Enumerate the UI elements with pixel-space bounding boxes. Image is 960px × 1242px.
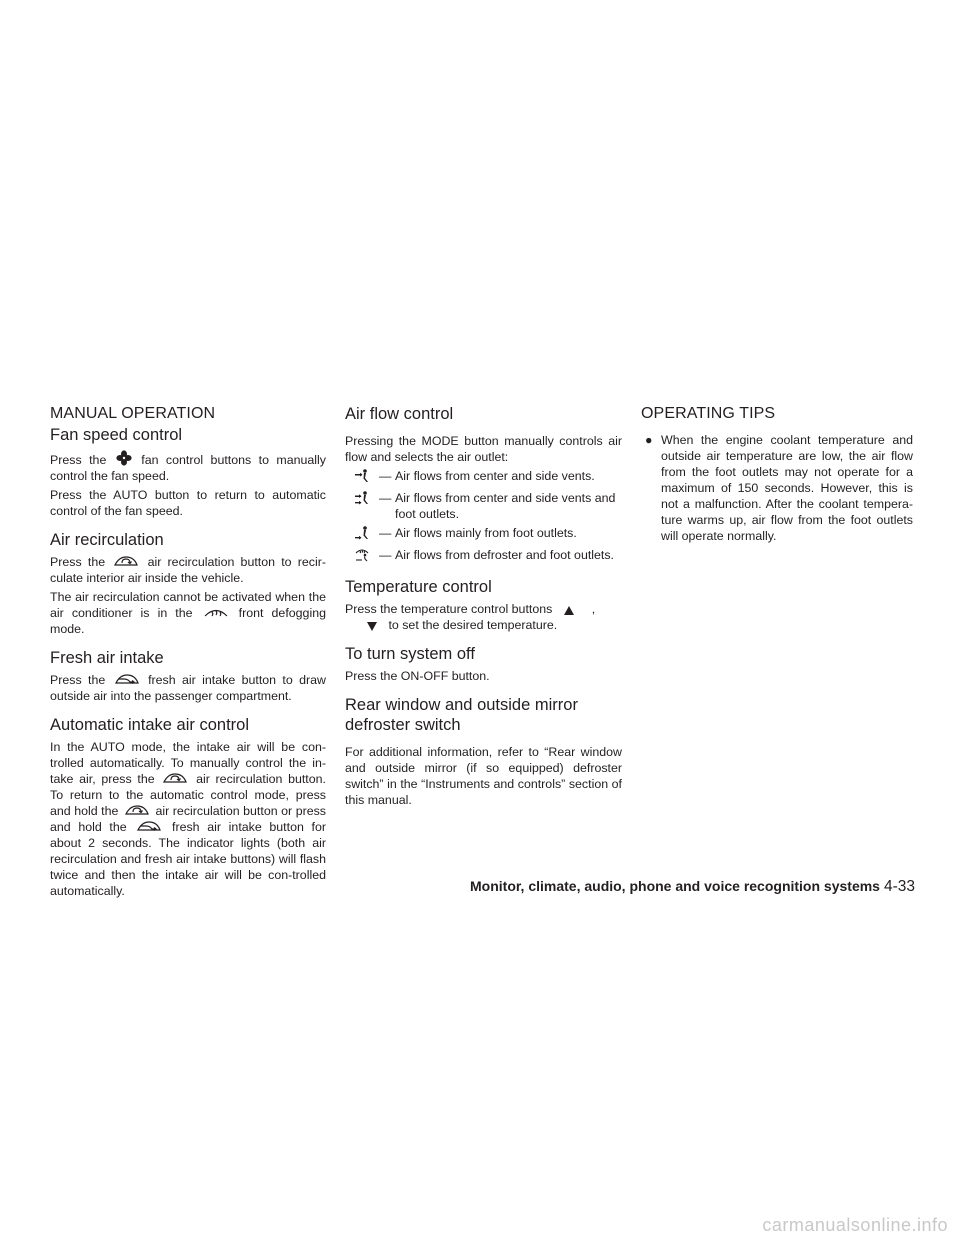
bullet-marker: ● — [645, 433, 653, 447]
section-fan-speed — [50, 425, 326, 519]
column-middle — [345, 404, 622, 808]
front-defrost-icon — [203, 605, 229, 619]
automatic-intake-paragraph: In the AUTO mode, the intake air will be con-trolled automatically. To manually control the in-take air, press the air recirculation button. To return to the automatic control mode, press and hold the air recirculation button or press and hold the fresh air intake button for about 2 seconds. The indicator lights (both air recirculation and fresh air intake buttons) will flash twice and then the intake air will be con-trolled automatically. — [50, 740, 326, 898]
section-air-recirculation — [50, 530, 326, 637]
fan-speed-title: Fan speed control — [50, 426, 183, 444]
fresh-air-icon — [114, 672, 140, 686]
recirculation-icon — [113, 554, 139, 568]
recirculation-icon — [124, 803, 150, 817]
defrost-foot-mode-icon — [345, 547, 379, 566]
air-flow-title: Air flow control — [345, 405, 454, 423]
fresh-air-paragraph: Press the fresh air intake button to draw outside air into the passenger compartment. — [50, 673, 326, 703]
turn-off-paragraph: Press the ON-OFF button. — [345, 669, 490, 683]
recirculation-icon — [162, 771, 188, 785]
rear-defroster-paragraph: For additional information, refer to “Rear window and outside mirror (if so equipped) defroster switch” in the “Instruments and controls” section of this manual. — [345, 745, 622, 807]
rear-defroster-title: Rear window and outside mirror defroster switch — [345, 696, 578, 734]
section-temperature — [345, 577, 622, 633]
temperature-paragraph: Press the temperature control buttons , to set the desired temperature. — [345, 602, 596, 632]
triangle-down-icon — [367, 622, 377, 631]
fan-icon — [116, 450, 132, 466]
air-flow-intro: Pressing the MODE button manually controls air flow and selects the air outlet: — [345, 434, 622, 464]
page-number: 4-33 — [883, 878, 915, 895]
section-heading-manual-operation: MANUAL OPERATION — [50, 405, 216, 422]
bilevel-mode-icon — [345, 490, 379, 522]
page-footer — [470, 878, 915, 896]
triangle-up-icon — [564, 606, 574, 615]
section-fresh-air — [50, 648, 326, 704]
section-heading-operating-tips: OPERATING TIPS — [641, 405, 776, 422]
fan-speed-paragraph: Press the fan control buttons to manually control the fan speed. — [50, 450, 326, 484]
footer-chapter-title: Monitor, climate, audio, phone and voice recognition systems — [470, 878, 880, 894]
list-item: ● When the engine coolant temperature and outside air temperature are low, the air flow from the foot outlets may not operate for a maximum of 150 seconds. However, this is not a malfunction. After the coolant tempera-ture warms up, air flow from the foot outlets will operate normally. — [641, 432, 913, 544]
fan-auto-paragraph: Press the AUTO button to return to automatic control of the fan speed. — [50, 488, 326, 518]
fresh-air-icon — [136, 819, 162, 833]
air-flow-item-foot: — Air flows mainly from foot outlets. — [345, 525, 622, 544]
watermark: carmanualsonline.info — [762, 1215, 948, 1235]
column-left — [50, 404, 326, 899]
column-right — [641, 404, 913, 544]
section-rear-defroster — [345, 695, 622, 808]
turn-off-title: To turn system off — [345, 645, 475, 663]
air-recirculation-title: Air recirculation — [50, 531, 164, 549]
air-flow-item-defrost-foot: — Air flows from defroster and foot outlets. — [345, 547, 622, 566]
air-flow-item-vent: — Air flows from center and side vents. — [345, 468, 622, 487]
temperature-title: Temperature control — [345, 578, 492, 596]
fresh-air-title: Fresh air intake — [50, 649, 164, 667]
recirc-paragraph-2: The air recirculation cannot be activated when the air conditioner is in the front defogging mode. — [50, 590, 326, 636]
air-flow-item-bilevel: — Air flows from center and side vents and foot outlets. — [345, 490, 622, 522]
section-air-flow — [345, 404, 622, 566]
vent-mode-icon — [345, 468, 379, 487]
section-automatic-intake — [50, 715, 326, 899]
recirc-paragraph-1: Press the air recirculation button to recir-culate interior air inside the vehicle. — [50, 555, 326, 585]
automatic-intake-title: Automatic intake air control — [50, 716, 250, 734]
foot-mode-icon — [345, 525, 379, 544]
section-turn-off — [345, 644, 622, 684]
